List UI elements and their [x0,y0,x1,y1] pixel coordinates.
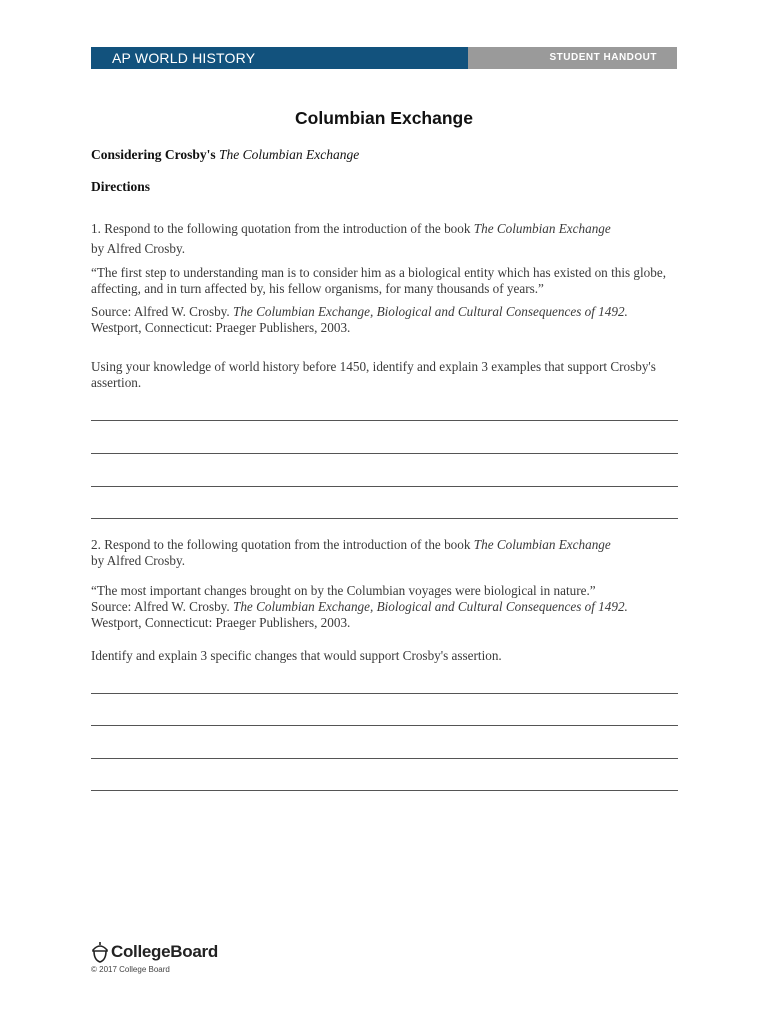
q1-quote: “The first step to understanding man is to consider him as a biological entity which has existed on this globe, affecting, and in turn affected by, his fellow organisms, for many thousands of years.” [91,265,667,296]
q2-source-pub: Westport, Connecticut: Praeger Publishers, 2003. [91,615,351,630]
answer-line[interactable] [91,486,678,487]
answer-line[interactable] [91,453,678,454]
q2-intro [91,537,681,569]
page-title: Columbian Exchange [295,108,473,128]
directions-heading: Directions [91,179,150,194]
q1-source-title: The Columbian Exchange, Biological and Cultural Consequences of 1492. [233,304,628,319]
q1-prompt: Using your knowledge of world history before 1450, identify and explain 3 examples that support Crosby's assertion. [91,359,656,390]
answer-line[interactable] [91,725,678,726]
q2-intro-suffix: by Alfred Crosby. [91,553,186,568]
q2-quote: “The most important changes brought on by the Columbian voyages were biological in nature.” [91,583,596,598]
answer-line[interactable] [91,790,678,791]
acorn-icon [91,941,109,963]
q2-source-title: The Columbian Exchange, Biological and Cultural Consequences of 1492. [233,599,628,614]
q1-intro-prefix: 1. Respond to the following quotation from the introduction of the book [91,221,471,236]
q2-intro-prefix: 2. Respond to the following quotation from the introduction of the book [91,537,471,552]
q2-source-prefix: Source: Alfred W. Crosby. [91,599,230,614]
subtitle-book: The Columbian Exchange [219,147,360,162]
q1-source-prefix: Source: Alfred W. Crosby. [91,304,230,319]
copyright: © 2017 College Board [91,965,170,974]
q1-intro-suffix: by Alfred Crosby. [91,241,186,256]
q2-intro-book: The Columbian Exchange [473,537,611,552]
handout-label: STUDENT HANDOUT [468,47,677,69]
answer-line[interactable] [91,693,678,694]
course-title: AP WORLD HISTORY [91,47,468,69]
page-header [91,47,677,69]
answer-line[interactable] [91,420,678,421]
logo-text: CollegeBoard [111,942,218,961]
subtitle-prefix: Considering Crosby's [91,147,216,162]
q1-source [91,304,681,336]
college-board-logo [91,941,218,963]
q1-source-pub: Westport, Connecticut: Praeger Publishers, 2003. [91,320,351,335]
subtitle [91,147,359,163]
answer-line[interactable] [91,758,678,759]
q2-prompt: Identify and explain 3 specific changes that would support Crosby's assertion. [91,648,502,663]
q2-quote-and-source [91,583,681,631]
q1-intro [91,219,681,259]
answer-line[interactable] [91,518,678,519]
q1-intro-book: The Columbian Exchange [473,221,611,236]
